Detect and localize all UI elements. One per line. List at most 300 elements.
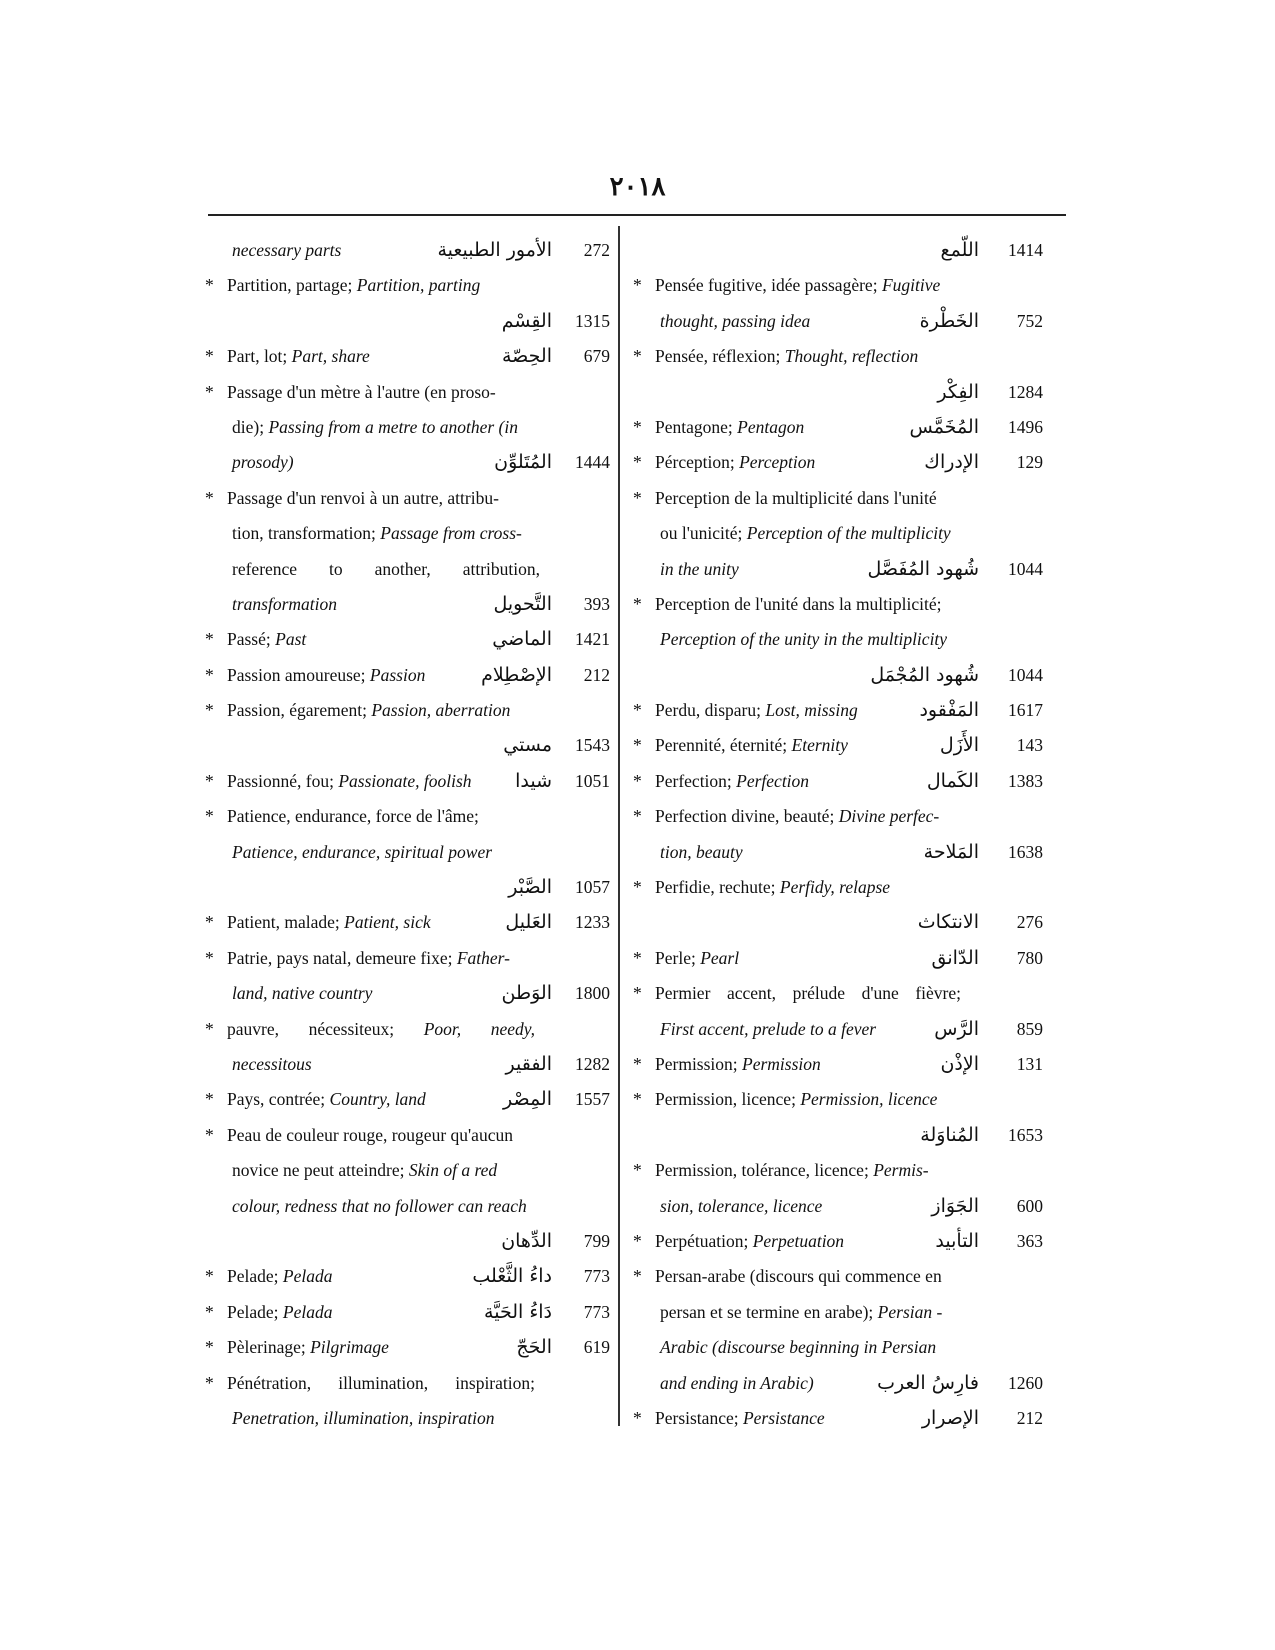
entry-line bbox=[633, 410, 1043, 445]
entry-text bbox=[232, 410, 518, 445]
entry-number: 1051 bbox=[575, 770, 610, 791]
english-term: Passion bbox=[369, 664, 426, 685]
english-term: Pelada bbox=[282, 1266, 333, 1287]
english-term: Skin of a red bbox=[408, 1160, 498, 1181]
english-term: Perception bbox=[739, 452, 816, 473]
entry-bullet: * bbox=[205, 275, 214, 296]
french-term: Pensée, réflexion; bbox=[655, 346, 785, 367]
entry-text bbox=[655, 410, 804, 445]
french-term: Perdu, disparu; bbox=[655, 700, 766, 721]
entry-line bbox=[633, 835, 1043, 870]
entry-text bbox=[227, 375, 496, 410]
entry-bullet: * bbox=[205, 1301, 214, 1322]
entry-text bbox=[660, 622, 947, 657]
arabic-term: المَفْقود bbox=[919, 699, 979, 722]
entry-line bbox=[205, 233, 610, 268]
arabic-term: المُخَمَّس bbox=[909, 415, 979, 438]
entry-line bbox=[633, 1153, 1043, 1188]
entry-line bbox=[205, 1330, 610, 1365]
entry-bullet: * bbox=[205, 947, 214, 968]
entry-line bbox=[633, 552, 1043, 587]
entry-line bbox=[633, 799, 1043, 834]
entry-bullet: * bbox=[633, 770, 642, 791]
entry-number: 1543 bbox=[575, 735, 610, 756]
entry-text bbox=[655, 1082, 937, 1117]
arabic-term: الإصرار bbox=[921, 1406, 979, 1429]
entry-word: nécessiteux; bbox=[308, 1018, 395, 1039]
entry-text bbox=[227, 764, 472, 799]
english-term: Perfidy, relapse bbox=[779, 877, 891, 898]
french-term: Perfection divine, beauté; bbox=[655, 806, 839, 827]
french-term: ou l'unicité; bbox=[660, 523, 747, 544]
entry-line bbox=[205, 375, 610, 410]
french-term: Permission, tolérance, licence; bbox=[655, 1160, 874, 1181]
arabic-term: الانتكاث bbox=[917, 911, 979, 934]
entry-word: Pénétration, bbox=[227, 1372, 312, 1393]
entry-bullet: * bbox=[633, 700, 642, 721]
entry-line bbox=[205, 976, 610, 1011]
right-column bbox=[633, 233, 1043, 1436]
english-term: Fugitive bbox=[881, 275, 941, 296]
entry-text bbox=[655, 728, 848, 763]
entry-word: attribution, bbox=[462, 558, 540, 579]
entry-number: 363 bbox=[1016, 1230, 1043, 1251]
entry-bullet: * bbox=[633, 983, 642, 1004]
page-number: ٢٠١٨ bbox=[609, 172, 666, 201]
english-term: Lost, missing bbox=[765, 700, 858, 721]
entry-line bbox=[633, 375, 1043, 410]
french-term: Passé; bbox=[227, 629, 276, 650]
entry-number: 1557 bbox=[575, 1089, 610, 1110]
english-term: Passage from cross- bbox=[380, 523, 522, 544]
english-term: Permission bbox=[742, 1053, 821, 1074]
entry-term: necessary parts bbox=[232, 240, 342, 260]
french-term: Perle; bbox=[655, 947, 701, 968]
english-term: Divine perfec- bbox=[838, 806, 940, 827]
entry-text bbox=[655, 339, 918, 374]
entry-line bbox=[633, 976, 1043, 1011]
english-term: Patient, sick bbox=[344, 912, 431, 933]
entry-line bbox=[205, 658, 610, 693]
entry-line bbox=[633, 941, 1043, 976]
french-term: Pays, contrée; bbox=[227, 1089, 330, 1110]
french-term: Pérception; bbox=[655, 452, 740, 473]
entry-line bbox=[633, 764, 1043, 799]
french-term: Perfection; bbox=[655, 770, 737, 791]
entry-bullet: * bbox=[205, 629, 214, 650]
entry-number: 1617 bbox=[1008, 700, 1043, 721]
entry-bullet: * bbox=[205, 664, 214, 685]
entry-text bbox=[660, 304, 810, 339]
entry-text bbox=[232, 587, 337, 622]
entry-line bbox=[205, 1118, 610, 1153]
entry-number: 129 bbox=[1016, 452, 1043, 473]
entry-text bbox=[655, 870, 890, 905]
english-term: Thought, reflection bbox=[784, 346, 919, 367]
entry-number: 1653 bbox=[1008, 1124, 1043, 1145]
arabic-term: شُهود المُفَصَّل bbox=[867, 557, 979, 580]
entry-text bbox=[655, 693, 858, 728]
entry-line bbox=[205, 835, 610, 870]
entry-number: 1638 bbox=[1008, 841, 1043, 862]
entry-text bbox=[232, 552, 540, 587]
entry-number: 1421 bbox=[575, 629, 610, 650]
entry-bullet: * bbox=[205, 1266, 214, 1287]
french-term: Perennité, éternité; bbox=[655, 735, 792, 756]
entry-number: 619 bbox=[583, 1337, 610, 1358]
entry-text bbox=[655, 976, 961, 1011]
english-term: Perpetuation bbox=[752, 1230, 845, 1251]
entry-text bbox=[232, 1189, 527, 1224]
entry-text bbox=[227, 622, 306, 657]
entry-number: 393 bbox=[583, 593, 610, 614]
entry-line bbox=[205, 1012, 610, 1047]
entry-text bbox=[227, 1118, 513, 1153]
entry-bullet: * bbox=[633, 275, 642, 296]
entry-number: 799 bbox=[583, 1230, 610, 1251]
entry-line bbox=[633, 1012, 1043, 1047]
entry-number: 212 bbox=[1016, 1407, 1043, 1428]
english-term: Pelada bbox=[282, 1301, 333, 1322]
entry-number: 1044 bbox=[1008, 664, 1043, 685]
arabic-term: الأَزَل bbox=[939, 734, 979, 757]
english-term: Permission, licence bbox=[800, 1089, 938, 1110]
arabic-term: الخَطْرة bbox=[919, 309, 979, 332]
entry-text bbox=[227, 905, 431, 940]
entry-line bbox=[205, 1189, 610, 1224]
entry-text bbox=[660, 1012, 876, 1047]
english-term: Persian - bbox=[877, 1301, 943, 1322]
entry-bullet: * bbox=[205, 912, 214, 933]
entry-line bbox=[205, 1047, 610, 1082]
english-term: Perception of the unity in the multiplicity bbox=[660, 629, 948, 650]
arabic-term: المُتَلوِّن bbox=[494, 451, 552, 474]
entry-bullet: * bbox=[633, 1089, 642, 1110]
entry-text bbox=[232, 976, 372, 1011]
entry-text bbox=[227, 941, 510, 976]
entry-number: 752 bbox=[1016, 310, 1043, 331]
entry-text bbox=[227, 1366, 535, 1401]
english-term: thought, passing idea bbox=[660, 310, 811, 331]
french-term: Persan-arabe (discours qui commence en bbox=[655, 1266, 942, 1287]
entry-line bbox=[633, 693, 1043, 728]
french-term: Passage d'un renvoi à un autre, attribu- bbox=[227, 487, 499, 508]
entry-line bbox=[205, 1082, 610, 1117]
french-term: Pelade; bbox=[227, 1266, 283, 1287]
entry-bullet: * bbox=[205, 1089, 214, 1110]
entry-number: 131 bbox=[1016, 1053, 1043, 1074]
entry-bullet: * bbox=[205, 806, 214, 827]
entry-text bbox=[227, 1012, 535, 1047]
entry-bullet: * bbox=[633, 593, 642, 614]
french-term: Passion, égarement; bbox=[227, 700, 372, 721]
arabic-term: الدِّهان bbox=[501, 1229, 552, 1252]
entry-line bbox=[205, 552, 610, 587]
entry-word: inspiration; bbox=[455, 1372, 535, 1393]
entry-line bbox=[205, 870, 610, 905]
arabic-term: مستي bbox=[503, 734, 552, 757]
entry-line bbox=[205, 905, 610, 940]
entry-number: 1260 bbox=[1008, 1372, 1043, 1393]
entry-line bbox=[205, 622, 610, 657]
entry-text bbox=[660, 552, 739, 587]
entry-bullet: * bbox=[205, 346, 214, 367]
english-term: Country, land bbox=[329, 1089, 426, 1110]
french-term: Perpétuation; bbox=[655, 1230, 753, 1251]
entry-line bbox=[633, 1189, 1043, 1224]
entry-number: 1233 bbox=[575, 912, 610, 933]
entry-text bbox=[660, 1330, 936, 1365]
entry-line bbox=[205, 1153, 610, 1188]
arabic-term: الحِصّة bbox=[502, 345, 552, 368]
entry-text bbox=[655, 764, 809, 799]
entry-line bbox=[633, 481, 1043, 516]
entry-bullet: * bbox=[633, 346, 642, 367]
entry-text bbox=[232, 516, 522, 551]
arabic-term: الإصْطِلام bbox=[481, 663, 552, 686]
entry-bullet: * bbox=[205, 487, 214, 508]
french-term: Passionné, fou; bbox=[227, 770, 339, 791]
entry-line bbox=[633, 1401, 1043, 1436]
english-term: Pearl bbox=[700, 947, 740, 968]
entry-bullet: * bbox=[633, 487, 642, 508]
entry-line bbox=[633, 233, 1043, 268]
entry-word: reference bbox=[232, 558, 298, 579]
entry-number: 1057 bbox=[575, 877, 610, 898]
entry-line bbox=[205, 268, 610, 303]
french-term: Perfidie, rechute; bbox=[655, 877, 780, 898]
entry-text bbox=[655, 1153, 929, 1188]
arabic-term: الماضي bbox=[492, 628, 552, 651]
english-term: Permis- bbox=[873, 1160, 929, 1181]
french-term: Persistance; bbox=[655, 1407, 743, 1428]
english-term: Perfection bbox=[736, 770, 810, 791]
entry-bullet: * bbox=[205, 770, 214, 791]
entry-line bbox=[205, 516, 610, 551]
entry-text bbox=[660, 1295, 942, 1330]
entry-word: pauvre, bbox=[227, 1018, 279, 1039]
english-term: Pilgrimage bbox=[310, 1337, 389, 1358]
entry-bullet: * bbox=[205, 1337, 214, 1358]
entry-text bbox=[232, 1153, 497, 1188]
english-term: transformation bbox=[232, 593, 338, 614]
english-term: Part, share bbox=[291, 346, 370, 367]
entry-number: 276 bbox=[1016, 912, 1043, 933]
english-term: Father- bbox=[456, 947, 510, 968]
entry-number: 1282 bbox=[575, 1053, 610, 1074]
entry-text bbox=[227, 339, 370, 374]
entry-number: 1044 bbox=[1008, 558, 1043, 579]
entry-line bbox=[633, 1118, 1043, 1153]
english-term: land, native country bbox=[232, 983, 373, 1004]
entry-line bbox=[633, 1224, 1043, 1259]
header-rule bbox=[208, 214, 1066, 216]
entry-text bbox=[660, 1366, 814, 1401]
entry-number: 773 bbox=[583, 1301, 610, 1322]
entry-bullet: * bbox=[633, 1053, 642, 1074]
english-term: Passing from a metre to another (in bbox=[268, 416, 518, 437]
english-term: Eternity bbox=[791, 735, 848, 756]
french-term: Patience, endurance, force de l'âme; bbox=[227, 806, 479, 827]
arabic-term: الصَّبْر bbox=[508, 876, 552, 899]
entry-number: 679 bbox=[583, 346, 610, 367]
entry-text bbox=[660, 516, 951, 551]
arabic-term: الحَجّ bbox=[516, 1336, 552, 1359]
french-term: Passage d'un mètre à l'autre (en proso- bbox=[227, 381, 496, 402]
entry-line bbox=[633, 1330, 1043, 1365]
entry-text bbox=[227, 693, 510, 728]
entry-line bbox=[205, 304, 610, 339]
entry-line bbox=[205, 339, 610, 374]
entry-line bbox=[205, 693, 610, 728]
french-term: Perception de la multiplicité dans l'unité bbox=[655, 487, 937, 508]
entry-bullet: * bbox=[633, 1160, 642, 1181]
arabic-term: شيدا bbox=[515, 769, 552, 792]
entry-line bbox=[205, 445, 610, 480]
entry-text bbox=[232, 233, 341, 268]
french-term: Peau de couleur rouge, rougeur qu'aucun bbox=[227, 1124, 513, 1145]
entry-number: 1444 bbox=[575, 452, 610, 473]
entry-word: to bbox=[329, 558, 343, 579]
entry-line bbox=[205, 1224, 610, 1259]
entry-number: 212 bbox=[583, 664, 610, 685]
english-term: Past bbox=[275, 629, 307, 650]
entry-number: 773 bbox=[583, 1266, 610, 1287]
entry-line bbox=[205, 481, 610, 516]
entry-word: Permier bbox=[655, 983, 711, 1004]
entry-text bbox=[660, 1189, 822, 1224]
french-term: Passion amoureuse; bbox=[227, 664, 370, 685]
entry-text bbox=[227, 268, 480, 303]
french-term: Pèlerinage; bbox=[227, 1337, 311, 1358]
entry-text bbox=[232, 445, 294, 480]
entry-line bbox=[633, 1366, 1043, 1401]
english-term: tion, beauty bbox=[660, 841, 743, 862]
entry-word: needy, bbox=[490, 1018, 535, 1039]
arabic-term: الإدراك bbox=[924, 451, 979, 474]
french-term: Pensée fugitive, idée passagère; bbox=[655, 275, 882, 296]
entry-bullet: * bbox=[205, 700, 214, 721]
entry-line bbox=[633, 1259, 1043, 1294]
arabic-term: الإذْن bbox=[940, 1052, 979, 1075]
english-term: prosody) bbox=[232, 452, 294, 473]
english-term: Perception of the multiplicity bbox=[746, 523, 951, 544]
entry-text bbox=[227, 1259, 332, 1294]
english-term: Arabic (discourse beginning in Persian bbox=[660, 1337, 937, 1358]
entry-number: 1414 bbox=[1008, 240, 1043, 260]
arabic-term: القِسْم bbox=[501, 309, 552, 332]
entry-bullet: * bbox=[633, 877, 642, 898]
english-term: Partition, parting bbox=[356, 275, 481, 296]
arabic-term: الرَّس bbox=[934, 1017, 979, 1040]
entry-text bbox=[655, 1047, 821, 1082]
arabic-term: التَّحويل bbox=[493, 592, 552, 615]
english-term: sion, tolerance, licence bbox=[660, 1195, 823, 1216]
entry-line bbox=[633, 339, 1043, 374]
entry-line bbox=[205, 728, 610, 763]
arabic-term: الجَوَاز bbox=[931, 1194, 979, 1217]
entry-text bbox=[655, 1224, 844, 1259]
entry-text bbox=[227, 1082, 426, 1117]
arabic-term: دَاءُ الحَيَّة bbox=[484, 1300, 552, 1323]
entry-bullet: * bbox=[205, 1372, 214, 1393]
entry-text bbox=[227, 1330, 389, 1365]
entry-bullet: * bbox=[633, 947, 642, 968]
english-term: Passionate, foolish bbox=[338, 770, 472, 791]
entry-line bbox=[205, 1295, 610, 1330]
french-term: Permission, licence; bbox=[655, 1089, 801, 1110]
arabic-term: الفقير bbox=[505, 1052, 552, 1075]
entry-text bbox=[660, 835, 743, 870]
entry-line bbox=[205, 1259, 610, 1294]
entry-line bbox=[633, 658, 1043, 693]
entry-line bbox=[633, 1082, 1043, 1117]
entry-text bbox=[655, 268, 940, 303]
entry-bullet: * bbox=[633, 1230, 642, 1251]
entry-number: 1383 bbox=[1008, 770, 1043, 791]
entry-text bbox=[655, 587, 942, 622]
entry-bullet: * bbox=[205, 1124, 214, 1145]
entry-word: fièvre; bbox=[915, 983, 961, 1004]
french-term: tion, transformation; bbox=[232, 523, 381, 544]
arabic-term: التأبيد bbox=[935, 1229, 979, 1252]
entry-text bbox=[227, 481, 499, 516]
entry-word: illumination, bbox=[338, 1372, 429, 1393]
french-term: persan et se termine en arabe); bbox=[660, 1301, 878, 1322]
french-term: Perception de l'unité dans la multiplicité; bbox=[655, 593, 942, 614]
entry-line bbox=[205, 764, 610, 799]
entry-line bbox=[633, 516, 1043, 551]
arabic-term: اللّمع bbox=[940, 239, 979, 261]
french-term: Permission; bbox=[655, 1053, 743, 1074]
entry-number: 859 bbox=[1016, 1018, 1043, 1039]
english-term: necessitous bbox=[232, 1053, 312, 1074]
arabic-term: الوَطن bbox=[501, 982, 552, 1005]
entry-bullet: * bbox=[633, 1266, 642, 1287]
entry-text bbox=[232, 1047, 312, 1082]
entry-line bbox=[205, 799, 610, 834]
entry-number: 272 bbox=[583, 240, 610, 260]
entry-line bbox=[633, 870, 1043, 905]
entry-text bbox=[232, 1401, 495, 1436]
arabic-term: فارِسُ العرب bbox=[877, 1371, 979, 1394]
entry-line bbox=[633, 445, 1043, 480]
entry-line bbox=[633, 304, 1043, 339]
entry-line bbox=[205, 1401, 610, 1436]
french-term: Partition, partage; bbox=[227, 275, 357, 296]
english-term: in the unity bbox=[660, 558, 739, 579]
french-term: die); bbox=[232, 416, 269, 437]
french-term: novice ne peut atteindre; bbox=[232, 1160, 409, 1181]
entry-text bbox=[227, 658, 425, 693]
entry-word: Poor, bbox=[423, 1018, 462, 1039]
entry-number: 1800 bbox=[575, 983, 610, 1004]
entry-line bbox=[633, 587, 1043, 622]
french-term: Patient, malade; bbox=[227, 912, 345, 933]
entry-line bbox=[633, 728, 1043, 763]
entry-text bbox=[655, 799, 939, 834]
entry-text bbox=[655, 445, 815, 480]
entry-number: 143 bbox=[1016, 735, 1043, 756]
english-term: Penetration, illumination, inspiration bbox=[232, 1407, 495, 1428]
entry-text bbox=[655, 941, 739, 976]
entry-text bbox=[227, 1295, 332, 1330]
arabic-term: المَلاحة bbox=[923, 840, 979, 863]
entry-text bbox=[655, 1401, 825, 1436]
entry-line bbox=[205, 1366, 610, 1401]
english-term: Passion, aberration bbox=[371, 700, 511, 721]
english-term: First accent, prelude to a fever bbox=[660, 1018, 877, 1039]
